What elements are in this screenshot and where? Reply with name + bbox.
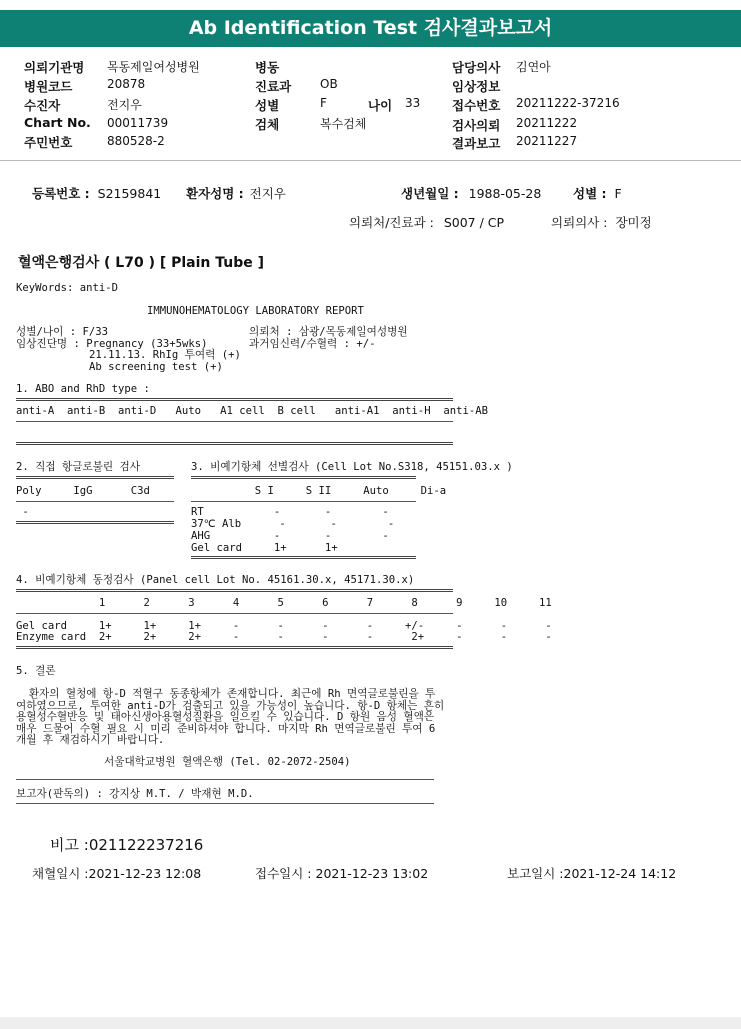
sex-value: F <box>320 96 327 110</box>
registration-row <box>32 184 161 202</box>
dat-header: Poly IgG C3d <box>16 485 150 497</box>
abo-rule-top <box>16 398 453 401</box>
panel-row-enzyme: Enzyme card 2+ 2+ 2+ - - - - 2+ - - - <box>16 631 552 643</box>
receipt-no-label: 접수번호 <box>452 98 501 113</box>
diagnosis-line-1: 임상진단명 : Pregnancy (33+5wks) <box>16 338 208 350</box>
age-label: 나이 <box>368 98 393 113</box>
screening-rule-bottom <box>191 556 416 559</box>
keywords: KeyWords: anti-D <box>16 282 119 294</box>
dept-row <box>349 213 504 231</box>
screening-row-37c: 37℃ Alb - - - <box>191 518 395 530</box>
dat-rule-bottom <box>16 521 174 524</box>
panel-rule-mid <box>16 613 453 614</box>
collection-value: 2021-12-23 12:08 <box>88 866 202 881</box>
screening-header: S I S II Auto Di-a <box>191 485 447 497</box>
dob-value: 1988-05-28 <box>468 186 542 201</box>
dept-value: S007 / CP <box>443 215 505 230</box>
note-row <box>50 834 203 855</box>
reporter-rule-bottom <box>16 803 434 804</box>
conclusion-line-5: 개월 후 재검하시기 바랍니다. <box>16 734 165 746</box>
diagnosis-line-3: Ab screening test (+) <box>89 361 223 373</box>
reporter-line: 보고자(판독의) : 강지상 M.T. / 박재현 M.D. <box>16 788 254 800</box>
patient-name-row <box>186 184 286 202</box>
section-conclusion-title: 5. 결론 <box>16 665 56 677</box>
receipt-row <box>255 864 428 882</box>
conclusion-line-1: 환자의 혈청에 항-D 적혈구 동종항체가 존재합니다. 최근에 Rh 면역글로불린을 투 <box>16 688 436 700</box>
diagnosis-line-2: 21.11.13. RhIg 투여력 (+) <box>89 349 241 361</box>
patient-name-value: 전지우 <box>249 186 286 201</box>
request-date-value: 20211222 <box>516 116 578 130</box>
abo-rule-mid <box>16 421 453 422</box>
note-value: 021122237216 <box>88 836 204 854</box>
report-title: Ab Identification Test 검사결과보고서 <box>0 10 741 47</box>
screening-row-gel: Gel card 1+ 1+ <box>191 542 338 554</box>
patient-label: 수진자 <box>24 98 61 113</box>
patient-sex-row <box>573 184 622 202</box>
request-date-label: 검사의뢰 <box>452 118 501 133</box>
report-time-label: 보고일시 : <box>507 866 564 881</box>
conclusion-line-2: 여하였으므로, 투여한 anti-D가 검출되고 있을 가능성이 높습니다. 항-D 항체는 흔히 <box>16 700 445 712</box>
chart-no-label: Chart No. <box>24 115 91 130</box>
age-value: 33 <box>405 96 421 110</box>
dat-row: - <box>16 506 29 518</box>
specimen-value: 복수검체 <box>320 117 367 131</box>
collection-row <box>32 864 201 882</box>
section-screening-title: 3. 비예기항체 선별검사 (Cell Lot No.S318, 45151.03.x ) <box>191 461 513 473</box>
abo-rule-bottom <box>16 442 453 445</box>
panel-rule-bottom <box>16 646 453 649</box>
report-date-value: 20211227 <box>516 134 578 148</box>
ordering-doctor-row <box>551 213 652 231</box>
header-divider <box>0 160 741 161</box>
institution-value: 목동제일여성병원 <box>107 60 200 74</box>
resident-no-value: 880528-2 <box>107 134 165 148</box>
note-label: 비고 : <box>50 836 89 854</box>
collection-label: 채혈일시 : <box>32 866 89 881</box>
specimen-label: 검체 <box>255 117 280 132</box>
patient-name-label: 환자성명 : <box>186 186 244 201</box>
lab-report-title: IMMUNOHEMATOLOGY LABORATORY REPORT <box>147 305 364 317</box>
panel-row-gel: Gel card 1+ 1+ 1+ - - - - +/- - - - <box>16 620 552 632</box>
screening-row-ahg: AHG - - - <box>191 530 389 542</box>
section-dat-title: 2. 직접 항글로불린 검사 <box>16 461 140 473</box>
patient-sex-value: F <box>614 186 622 201</box>
section-panel-title: 4. 비예기항체 동정검사 (Panel cell Lot No. 45161.30.x, 45171.30.x) <box>16 574 415 586</box>
dat-rule-mid <box>16 501 174 502</box>
conclusion-line-3: 용혈성수혈반응 및 태아신생아용혈성질환을 일으킬 수 있습니다. D 항원 음성 혈액은 <box>16 711 435 723</box>
report-time-value: 2021-12-24 14:12 <box>563 866 677 881</box>
resident-no-label: 주민번호 <box>24 135 73 150</box>
sex-age-line: 성별/나이 : F/33 <box>16 326 108 338</box>
receipt-value: 2021-12-23 13:02 <box>315 866 429 881</box>
receipt-label: 접수일시 : <box>255 866 312 881</box>
section-abo-title: 1. ABO and RhD type : <box>16 383 150 395</box>
hospital-code-value: 20878 <box>107 77 146 91</box>
screening-rule-mid <box>191 501 416 502</box>
doctor-value: 김연아 <box>516 60 551 74</box>
panel-rule-top <box>16 589 453 592</box>
panel-header: 1 2 3 4 5 6 7 8 9 10 11 <box>16 597 552 609</box>
sex-label: 성별 <box>255 98 280 113</box>
screening-rule-top <box>191 476 416 479</box>
department-label: 진료과 <box>255 79 292 94</box>
patient-value: 전지우 <box>107 98 142 112</box>
ward-label: 병동 <box>255 60 280 75</box>
registration-value: S2159841 <box>97 186 162 201</box>
history-line: 과거임신력/수혈력 : +/- <box>249 338 376 350</box>
receipt-no-value: 20211222-37216 <box>516 96 620 110</box>
test-title: 혈액은행검사 ( L70 ) [ Plain Tube ] <box>18 255 265 271</box>
hospital-code-label: 병원코드 <box>24 79 73 94</box>
clinical-info-label: 임상정보 <box>452 79 501 94</box>
screening-row-rt: RT - - - <box>191 506 389 518</box>
institution-label: 의뢰기관명 <box>24 60 85 75</box>
header-row-institution <box>24 58 84 76</box>
dept-label: 의뢰처/진료과 : <box>349 215 434 230</box>
report-date-label: 결과보고 <box>452 136 501 151</box>
requester-line: 의뢰처 : 삼광/목동제일여성병원 <box>249 326 408 338</box>
department-value: OB <box>320 77 338 91</box>
dob-label: 생년월일 : <box>401 186 459 201</box>
conclusion-line-4: 매우 드물어 수혈 필요 시 미리 준비하셔야 합니다. 마지막 Rh 면역글로불린 투여 6 <box>16 723 436 735</box>
abo-header: anti-A anti-B anti-D Auto A1 cell B cell anti-A1 anti-H anti-AB <box>16 405 488 417</box>
dob-row <box>401 184 541 202</box>
dat-rule-top <box>16 476 174 479</box>
patient-sex-label: 성별 : <box>573 186 607 201</box>
registration-label: 등록번호 : <box>32 186 90 201</box>
ordering-doctor-value: 장미정 <box>615 215 652 230</box>
report-time-row <box>507 864 676 882</box>
chart-no-value: 00011739 <box>107 116 169 130</box>
ordering-doctor-label: 의뢰의사 : <box>551 215 608 230</box>
doctor-label: 담당의사 <box>452 60 501 75</box>
reporter-rule-top <box>16 779 434 780</box>
blood-bank-contact: 서울대학교병원 혈액은행 (Tel. 02-2072-2504) <box>104 756 351 768</box>
